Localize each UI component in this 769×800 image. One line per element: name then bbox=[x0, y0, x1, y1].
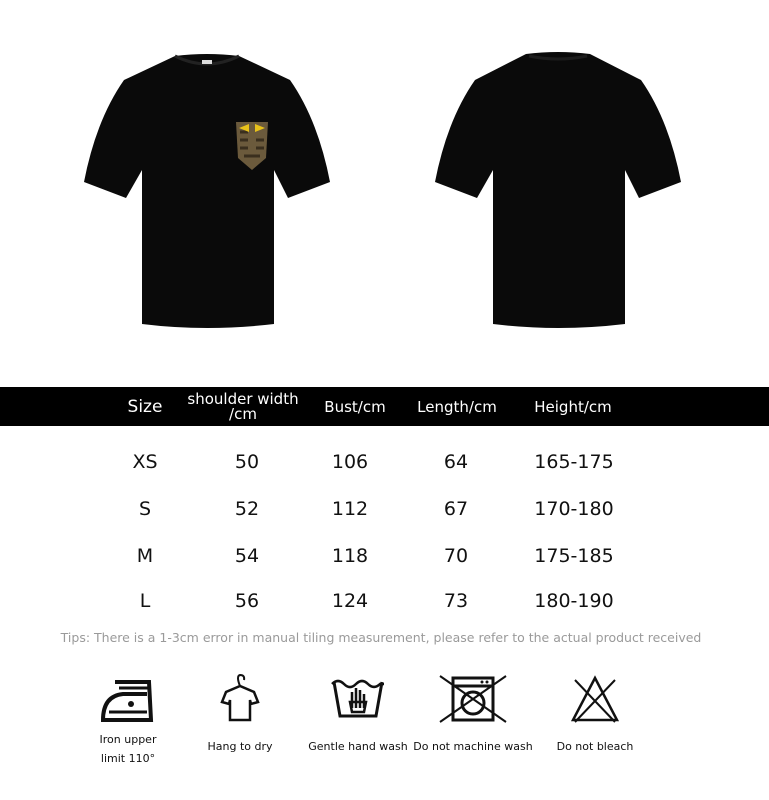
no-machine-wash-icon bbox=[438, 672, 508, 724]
header-shoulder-line1: shoulder width bbox=[187, 389, 299, 408]
table-row bbox=[0, 541, 769, 571]
care-no-machine-wash bbox=[412, 672, 534, 756]
cell-shoulder: 54 bbox=[234, 545, 260, 567]
hanger-shirt-icon bbox=[220, 672, 260, 724]
size-table-header bbox=[0, 387, 769, 426]
table-row bbox=[0, 447, 769, 477]
cell-bust: 106 bbox=[331, 451, 369, 473]
no-bleach-label: Do not bleach bbox=[556, 740, 634, 753]
cell-bust: 118 bbox=[331, 545, 369, 567]
table-row bbox=[0, 494, 769, 524]
cell-height: 165-175 bbox=[534, 451, 614, 473]
iron-label-line1: Iron upper bbox=[99, 733, 157, 746]
header-length: Length/cm bbox=[417, 397, 497, 416]
header-bust: Bust/cm bbox=[324, 397, 386, 416]
cell-height: 175-185 bbox=[534, 545, 614, 567]
cell-size: XS bbox=[132, 451, 158, 473]
hand-wash-label: Gentle hand wash bbox=[308, 740, 408, 753]
tshirt-back-image bbox=[433, 50, 683, 332]
cell-shoulder: 52 bbox=[234, 498, 260, 520]
cell-size: S bbox=[138, 498, 152, 520]
cell-shoulder: 56 bbox=[234, 590, 260, 612]
care-no-bleach bbox=[545, 672, 645, 756]
cell-length: 67 bbox=[443, 498, 469, 520]
iron-label-line2: limit 110° bbox=[100, 752, 156, 765]
cell-length: 73 bbox=[443, 590, 469, 612]
header-shoulder-line2: /cm bbox=[229, 404, 257, 423]
header-size: Size bbox=[127, 396, 163, 417]
iron-icon bbox=[97, 672, 159, 724]
cell-size: M bbox=[136, 545, 154, 567]
cell-length: 64 bbox=[443, 451, 469, 473]
hand-wash-icon bbox=[330, 672, 386, 724]
care-hang-dry bbox=[200, 672, 280, 756]
cell-length: 70 bbox=[443, 545, 469, 567]
care-hand-wash bbox=[305, 672, 411, 756]
no-machine-wash-label: Do not machine wash bbox=[413, 740, 533, 753]
cell-bust: 112 bbox=[331, 498, 369, 520]
measurement-tips: Tips: There is a 1-3cm error in manual tiling measurement, please refer to the actual product received bbox=[60, 630, 702, 645]
table-row bbox=[0, 586, 769, 616]
care-iron bbox=[88, 672, 168, 768]
header-height: Height/cm bbox=[534, 397, 612, 416]
no-bleach-icon bbox=[571, 672, 619, 724]
cell-shoulder: 50 bbox=[234, 451, 260, 473]
cell-height: 180-190 bbox=[534, 590, 614, 612]
tshirt-front-image bbox=[82, 50, 332, 332]
hang-dry-label: Hang to dry bbox=[207, 740, 273, 753]
cell-height: 170-180 bbox=[534, 498, 614, 520]
cell-bust: 124 bbox=[331, 590, 369, 612]
cell-size: L bbox=[139, 590, 151, 612]
header-shoulder-width bbox=[180, 387, 306, 426]
